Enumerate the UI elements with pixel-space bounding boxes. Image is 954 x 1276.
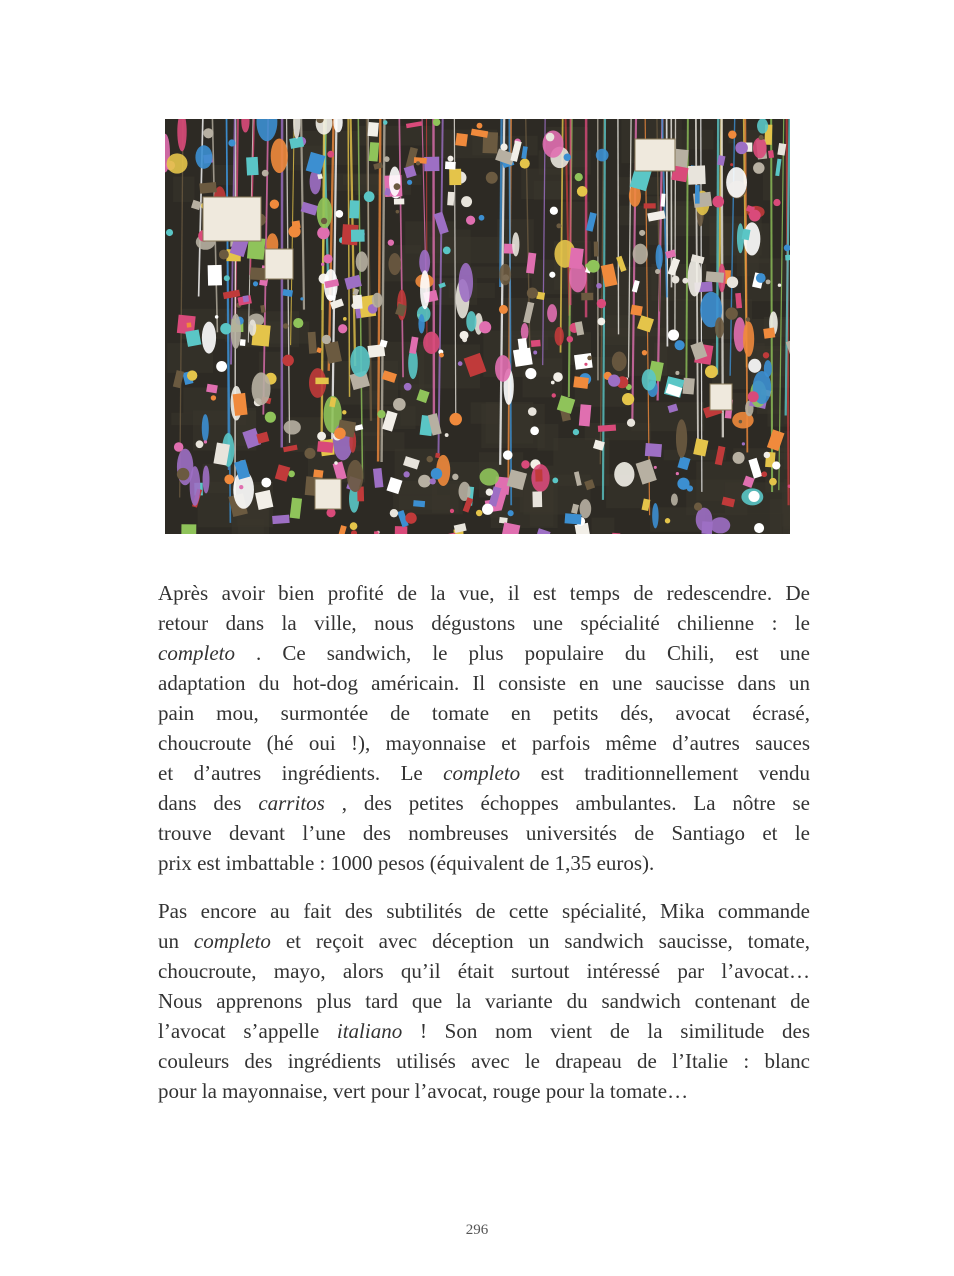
text-line: un completo et reçoit avec déception un sandwich saucisse, tomate,: [158, 929, 811, 953]
text-line: pain mou, surmontée de tomate en petits dés, avocat écrasé,: [158, 701, 810, 725]
page-number: 296: [465, 1222, 489, 1238]
photo-offerings-wall-image: [165, 119, 790, 534]
text-line: adaptation du hot-dog américain. Il consiste en une saucisse dans un: [158, 671, 810, 695]
photo-offerings-wall: [165, 119, 790, 534]
text-line: Après avoir bien profité de la vue, il est temps de redescendre. De: [158, 581, 810, 605]
text-line: pour la mayonnaise, vert pour l’avocat, rouge pour la tomate…: [158, 1079, 689, 1103]
text-line: et d’autres ingrédients. Le completo est traditionnellement vendu: [158, 761, 811, 785]
text-line: couleurs des ingrédients utilisés avec le drapeau de l’Italie : blanc: [158, 1049, 810, 1073]
text-line: choucroute, mayo, alors qu’il était surtout intéressé par l’avocat…: [158, 959, 810, 983]
text-line: Pas encore au fait des subtilités de cette spécialité, Mika commande: [158, 899, 810, 923]
text-line: dans des carritos , des petites échoppes ambulantes. La nôtre se: [158, 791, 810, 815]
text-line: prix est imbattable : 1000 pesos (équivalent de 1,35 euros).: [158, 851, 655, 875]
text-line: Nous apprenons plus tard que la variante du sandwich contenant de: [158, 989, 810, 1013]
paragraph-italiano-variant: [158, 896, 810, 1106]
italic-term-completo: completo: [443, 761, 521, 785]
text-line: completo . Ce sandwich, le plus populaire du Chili, est une: [158, 641, 810, 665]
text-line: l’avocat s’appelle italiano ! Son nom vient de la similitude des: [158, 1019, 810, 1043]
text-line: retour dans la ville, nous dégustons une spécialité chilienne : le: [158, 611, 810, 635]
text-line: trouve devant l’une des nombreuses universités de Santiago et le: [158, 821, 810, 845]
paragraph-completo-intro: [158, 578, 810, 878]
text-line: choucroute (hé oui !), mayonnaise et parfois même d’autres sauces: [158, 731, 810, 755]
italic-term-completo: completo: [193, 929, 271, 953]
italic-term-completo: completo: [158, 641, 235, 665]
italic-term-carritos: carritos: [258, 791, 325, 815]
italic-term-italiano: italiano: [336, 1019, 403, 1043]
